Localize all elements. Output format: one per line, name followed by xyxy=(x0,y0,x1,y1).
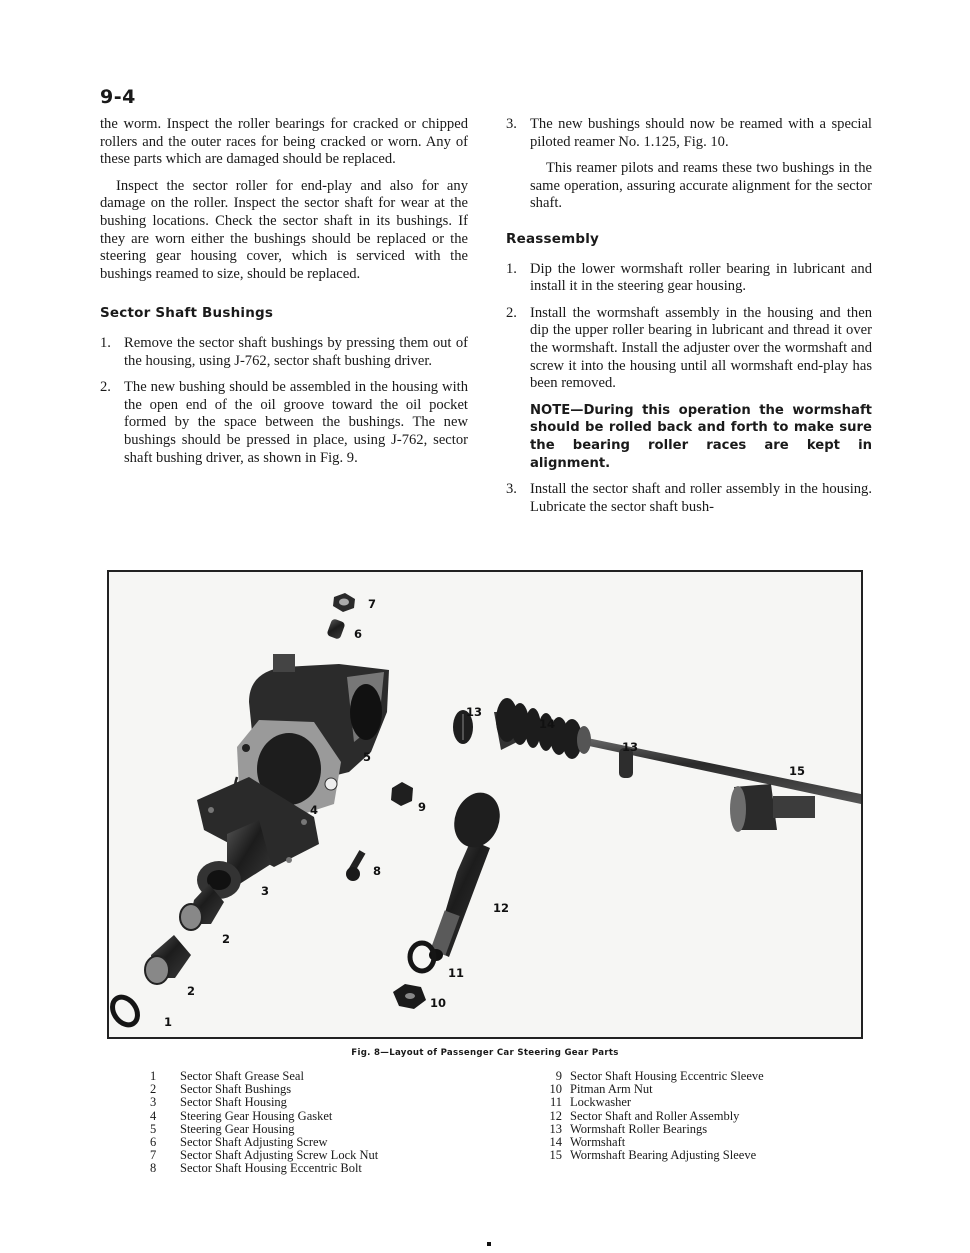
section-heading-sector-shaft-bushings: Sector Shaft Bushings xyxy=(100,305,274,322)
section-heading-reassembly: Reassembly xyxy=(506,230,600,247)
callout-label: 11 xyxy=(448,966,465,980)
legend-number: 1 xyxy=(150,1069,157,1083)
step-text: Install the sector shaft and roller assembly in the housing. Lubricate the sector shaft bush- xyxy=(530,481,872,515)
step-text: Remove the sector shaft bushings by pressing them out of the housing, using J-762, sector shaft bushing driver. xyxy=(124,334,468,369)
step-text: The new bushings should now be reamed with a special piloted reamer No. 1.125, Fig. 10. xyxy=(530,116,872,150)
legend-number: 11 xyxy=(549,1095,562,1110)
legend-number: 4 xyxy=(150,1108,157,1123)
legend-label: Sector Shaft Housing xyxy=(180,1095,287,1110)
legend-item xyxy=(532,1110,764,1123)
legend-label: Wormshaft Roller Bearings xyxy=(570,1121,708,1136)
callout-label: 8 xyxy=(373,864,382,878)
callout-label: 13 xyxy=(622,740,639,754)
callout-label: 14 xyxy=(539,717,556,731)
wormshaft-part xyxy=(494,698,861,804)
legend-item xyxy=(532,1096,764,1109)
callout-label: 6 xyxy=(354,627,363,641)
legend-number: 2 xyxy=(150,1082,157,1097)
callout-label: 12 xyxy=(493,901,510,915)
step-number: 2. xyxy=(506,304,517,321)
callout-label: 10 xyxy=(430,996,447,1010)
callout-label: 7 xyxy=(368,597,377,611)
numbered-step xyxy=(100,335,468,370)
legend-item xyxy=(150,1096,378,1109)
parts-illustration xyxy=(109,572,861,1037)
step-number: 3. xyxy=(506,116,517,132)
legend-item xyxy=(150,1162,378,1175)
legend-number: 6 xyxy=(150,1135,157,1150)
step-text: The new bushing should be assembled in the housing with the open end of the oil groove toward the oil pocket formed by the space between the bushings. The new bushings should be pressed in place, using J-762, sector shaft bushing driver, as shown in Fig. 9. xyxy=(124,379,468,466)
parts-legend-left xyxy=(150,1070,378,1176)
eccentric-bolt-part xyxy=(346,850,365,881)
step-number: 1. xyxy=(100,334,111,351)
numbered-step xyxy=(506,261,872,296)
step-text: Install the wormshaft assembly in the housing and then dip the upper roller bearing in lubricant and thread it over the wormshaft. Install the adjuster over the wormshaft and screw it into the housing until all wormshaft end-play has been removed. xyxy=(530,304,872,392)
numbered-step xyxy=(506,305,872,393)
step-number: 1. xyxy=(506,260,517,277)
page-number: 9-4 xyxy=(100,86,136,108)
adjusting-screw-part xyxy=(326,618,345,640)
callout-label: 2 xyxy=(187,984,196,998)
numbered-step xyxy=(506,481,872,516)
callout-label: 4 xyxy=(310,803,319,817)
legend-number: 5 xyxy=(150,1121,157,1136)
legend-number: 13 xyxy=(549,1121,562,1136)
legend-label: Sector Shaft Adjusting Screw xyxy=(180,1135,328,1150)
figure-caption: Fig. 8—Layout of Passenger Car Steering Gear Parts xyxy=(351,1048,619,1058)
bushing-part-lower xyxy=(145,935,191,984)
legend-label: Sector Shaft Grease Seal xyxy=(180,1069,304,1083)
callout-label: 1 xyxy=(164,1015,173,1029)
eccentric-sleeve-part xyxy=(391,782,413,806)
legend-label: Wormshaft Bearing Adjusting Sleeve xyxy=(570,1148,757,1163)
callout-label: 2 xyxy=(222,932,231,946)
legend-label: Sector Shaft Housing Eccentric Bolt xyxy=(180,1161,362,1176)
legend-item xyxy=(532,1149,764,1162)
legend-item xyxy=(150,1110,378,1123)
body-paragraph: the worm. Inspect the roller bearings for cracked or chipped rollers and the outer races for being cracked or worn. Any of these parts which are damaged should be replaced. xyxy=(100,116,468,168)
legend-number: 7 xyxy=(150,1148,157,1163)
legend-label: Steering Gear Housing xyxy=(180,1121,295,1136)
callout-label: 9 xyxy=(418,800,427,814)
callout-label: 3 xyxy=(261,884,270,898)
legend-number: 3 xyxy=(150,1095,157,1110)
legend-label: Sector Shaft Bushings xyxy=(180,1082,292,1097)
step-subparagraph: This reamer pilots and reams these two bushings in the same operation, assuring accurate alignment for the sector shaft. xyxy=(530,160,872,212)
sector-shaft-roller-part xyxy=(429,786,510,961)
legend-label: Steering Gear Housing Gasket xyxy=(180,1108,333,1123)
note-callout: NOTE—During this operation the wormshaft should be rolled back and forth to make sure the bearing roller races are kept in alignment. xyxy=(530,402,872,471)
parts-legend-right xyxy=(532,1070,764,1162)
numbered-step xyxy=(506,116,872,151)
grease-seal-part xyxy=(109,992,143,1029)
exploded-parts-figure xyxy=(107,570,863,1039)
right-column xyxy=(506,116,872,525)
step-number: 2. xyxy=(100,379,111,396)
legend-number: 8 xyxy=(150,1161,157,1176)
pitman-arm-nut-part xyxy=(393,984,426,1009)
left-column xyxy=(100,116,468,476)
body-paragraph: Inspect the sector roller for end-play and also for any damage on the roller. Inspect the sector shaft for wear at the bushing locations. Check the sector shaft in its bushings. If they are worn either the bushings should be replaced or the steering gear housing cover, which is serviced with the bushings reamed to size, should be replaced. xyxy=(100,177,468,282)
legend-number: 10 xyxy=(549,1082,562,1097)
scan-speck xyxy=(487,1242,491,1246)
legend-label: Wormshaft xyxy=(570,1135,626,1150)
numbered-step xyxy=(100,379,468,467)
legend-item xyxy=(532,1123,764,1136)
callout-label: 13 xyxy=(466,705,483,719)
legend-label: Pitman Arm Nut xyxy=(570,1082,653,1097)
legend-label: Sector Shaft Housing Eccentric Sleeve xyxy=(570,1069,764,1083)
legend-label: Sector Shaft and Roller Assembly xyxy=(570,1108,740,1123)
step-text: Dip the lower wormshaft roller bearing in lubricant and install it in the steering gear housing. xyxy=(530,260,872,295)
legend-label: Sector Shaft Adjusting Screw Lock Nut xyxy=(180,1148,379,1163)
callout-label: 15 xyxy=(789,764,806,778)
callout-label: 5 xyxy=(363,750,372,764)
legend-number: 14 xyxy=(549,1135,562,1150)
legend-item xyxy=(532,1083,764,1096)
legend-label: Lockwasher xyxy=(570,1095,632,1110)
step-number: 3. xyxy=(506,481,517,498)
legend-number: 9 xyxy=(555,1069,562,1083)
lock-nut-part xyxy=(333,593,355,612)
legend-number: 12 xyxy=(549,1108,562,1123)
legend-number: 15 xyxy=(549,1148,562,1163)
